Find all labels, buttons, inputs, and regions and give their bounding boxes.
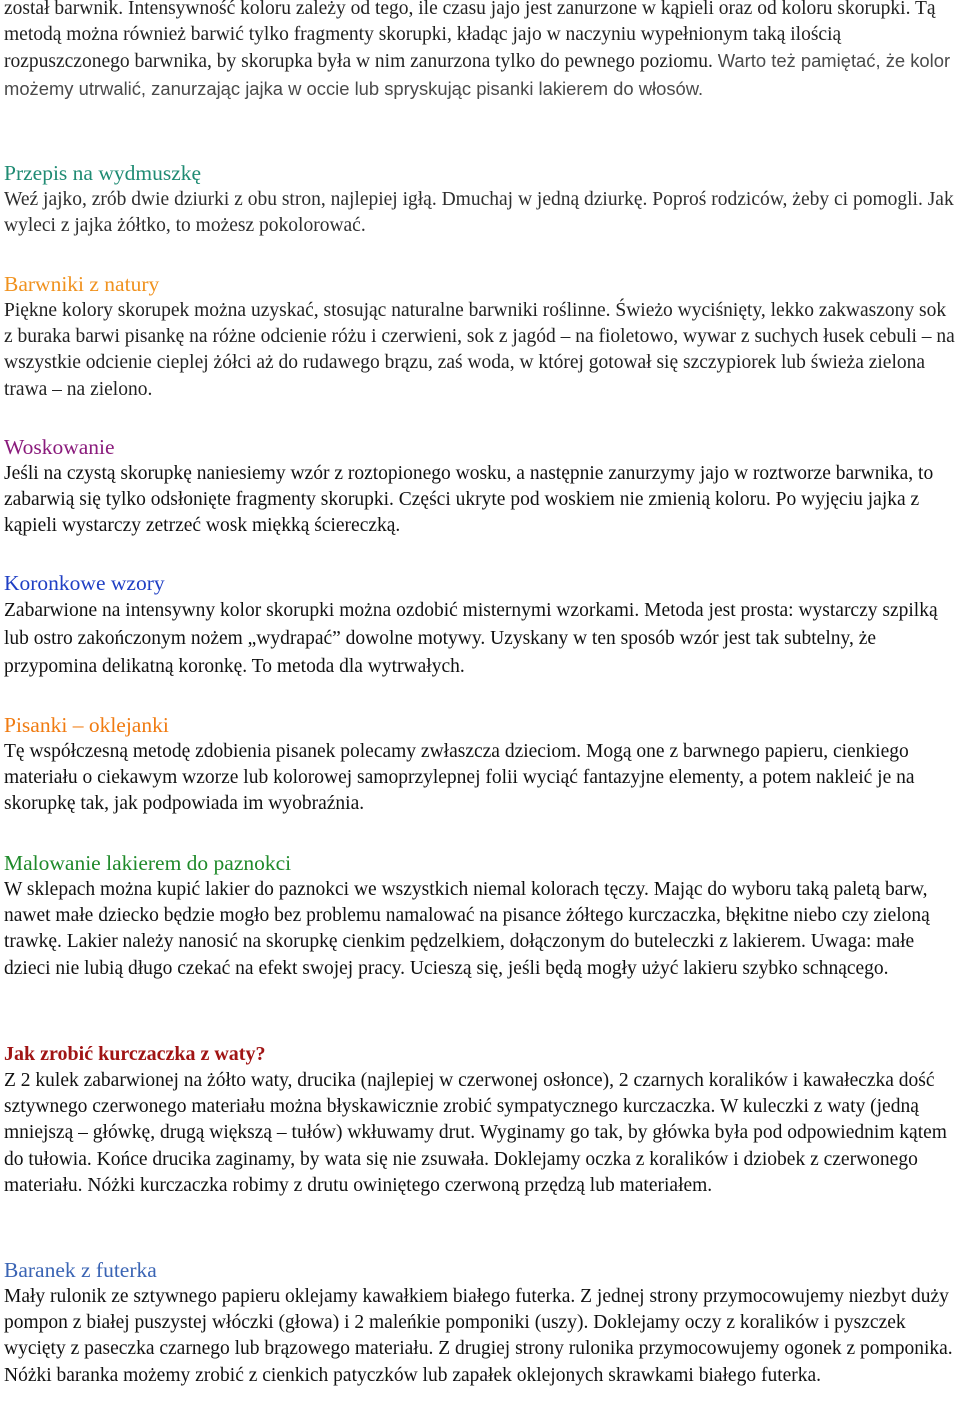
section-body: Piękne kolory skorupek można uzyskać, stosując naturalne barwniki roślinne. Świeżo wyciśnięty, lekko zakwaszony sok z buraka barwi pisankę na różne odcienie różu i czerwieni, sok z jagód – na fioletowo, wywar z suchych łusek cebuli – na wszystkie odcienie cieplej żółci aż do rudawego brązu, zaś woda, w której gotował się szczypiorek lub świeża zielona trawa – na zielono. xyxy=(4,300,955,400)
section-body: Zabarwione na intensywny kolor skorupki można ozdobić misternymi wzorkami. Metoda jest prosta: wystarczy szpilką lub ostro zakończonym nożem „wydrapać” dowolne motywy. Uzyskany w ten sposób wzór jest tak subtelny, że przypomina delikatną koronkę. To metoda dla wytrwałych. xyxy=(4,600,938,677)
section-body: W sklepach można kupić lakier do paznokci we wszystkich niemal kolorach tęczy. Mając do wyboru taką paletą barw, nawet małe dziecko będzie mogło bez problemu namalować na pisance żółtego kurczaczka, błękitne niebo czy zieloną trawkę. Lakier należy nanosić na skorupkę cienkim pędzelkiem, dołączonym do buteleczki z lakierem. Uwaga: małe dzieci nie lubią długo czekać na efekt swojej pracy. Ucieszą się, jeśli będą mogły użyć lakieru szybko schnącego. xyxy=(4,879,930,979)
section-kurczaczek-z-waty xyxy=(4,1040,956,1199)
intro-text-tip: Warto też pamiętać, że kolor możemy utrwalić, zanurzając jajka w occie lub spryskując pisanki lakierem do włosów. xyxy=(4,50,951,99)
section-body: Z 2 kulek zabarwionej na żółto waty, drucika (najlepiej w czerwonej osłonce), 2 czarnych koralików i kawałeczka dość sztywnego czerwonego materiału można błyskawicznie zrobić sympatycznego kurczaczka. W kuleczki z waty (jedną mniejszą – główkę, drugą większą – tułów) wkłuwamy drut. Wyginamy go tak, by główka była pod odpowiednim kątem do tułowia. Końce drucika zaginamy, by wata się nie zsuwała. Doklejamy oczka z koralików i dziobek z czerwonego materiału. Nóżki kurczaczka robimy z drutu owiniętego czerwoną przędzą lub materiałem. xyxy=(4,1070,947,1196)
section-heading: Malowanie lakierem do paznokci xyxy=(4,851,292,875)
section-body: Weź jajko, zrób dwie dziurki z obu stron, najlepiej igłą. Dmuchaj w jedną dziurkę. Poproś rodziców, żeby ci pomogli. Jak wyleci z jajka żółtko, to możesz pokolorować. xyxy=(4,189,954,237)
section-przepis-na-wydmuszke xyxy=(4,159,956,239)
intro-paragraph xyxy=(4,0,956,103)
intro-section xyxy=(4,0,956,103)
section-heading: Woskowanie xyxy=(4,435,115,459)
section-barwniki-z-natury xyxy=(4,270,956,403)
section-malowanie-lakierem xyxy=(4,849,956,982)
section-body: Mały rulonik ze sztywnego papieru oklejamy kawałkiem białego futerka. Z jednej strony przymocowujemy niezbyt duży pompon z białej puszystej włóczki (głowa) i 2 maleńkie pomponiki (uszy). Doklejamy oczy z koralików i pyszczek wycięty z paseczka czarnego lub brązowego materiału. Z drugiej strony rulonika przymocowujemy ogonek z pomponika. Nóżki baranka możemy zrobić z cienkich patyczków lub zapałek oklejonych skrawkami białego futerka. xyxy=(4,1286,953,1386)
section-heading: Barwniki z natury xyxy=(4,272,160,296)
section-heading: Jak zrobić kurczaczka z waty? xyxy=(4,1043,266,1065)
section-body: Jeśli na czystą skorupkę naniesiemy wzór z roztopionego wosku, a następnie zanurzymy jajo w roztworze barwnika, to zabarwią się tylko odsłonięte fragmenty skorupki. Części ukryte pod woskiem nie zmienią koloru. Po wyjęciu jajka z kąpieli wystarczy zetrzeć wosk miękką ściereczką. xyxy=(4,463,934,537)
section-baranek-z-futerka xyxy=(4,1256,956,1389)
section-heading: Przepis na wydmuszkę xyxy=(4,161,202,185)
section-heading: Koronkowe wzory xyxy=(4,571,165,595)
section-woskowanie xyxy=(4,433,956,540)
section-heading: Baranek z futerka xyxy=(4,1258,157,1282)
intro-text-main: został barwnik. Intensywność koloru zależy od tego, ile czasu jajo jest zanurzone w kąpieli oraz od koloru skorupki. Tą metodą można również barwić tylko fragmenty skorupki, kładąc jajo w naczyniu wypełnionym taką ilością rozpuszczonego barwnika, by skorupka była w nim zanurzona tylko do pewnego poziomu. xyxy=(4,0,936,73)
section-body: Tę współczesną metodę zdobienia pisanek polecamy zwłaszcza dzieciom. Mogą one z barwnego papieru, cienkiego materiału o ciekawym wzorze lub kolorowej samoprzylepnej folii wyciąć fantazyjne elementy, a potem nakleić je na skorupkę tak, jak podpowiada im wyobraźnia. xyxy=(4,741,915,815)
section-heading: Pisanki – oklejanki xyxy=(4,713,169,737)
section-koronkowe-wzory xyxy=(4,569,956,681)
section-pisanki-oklejanki xyxy=(4,711,956,818)
